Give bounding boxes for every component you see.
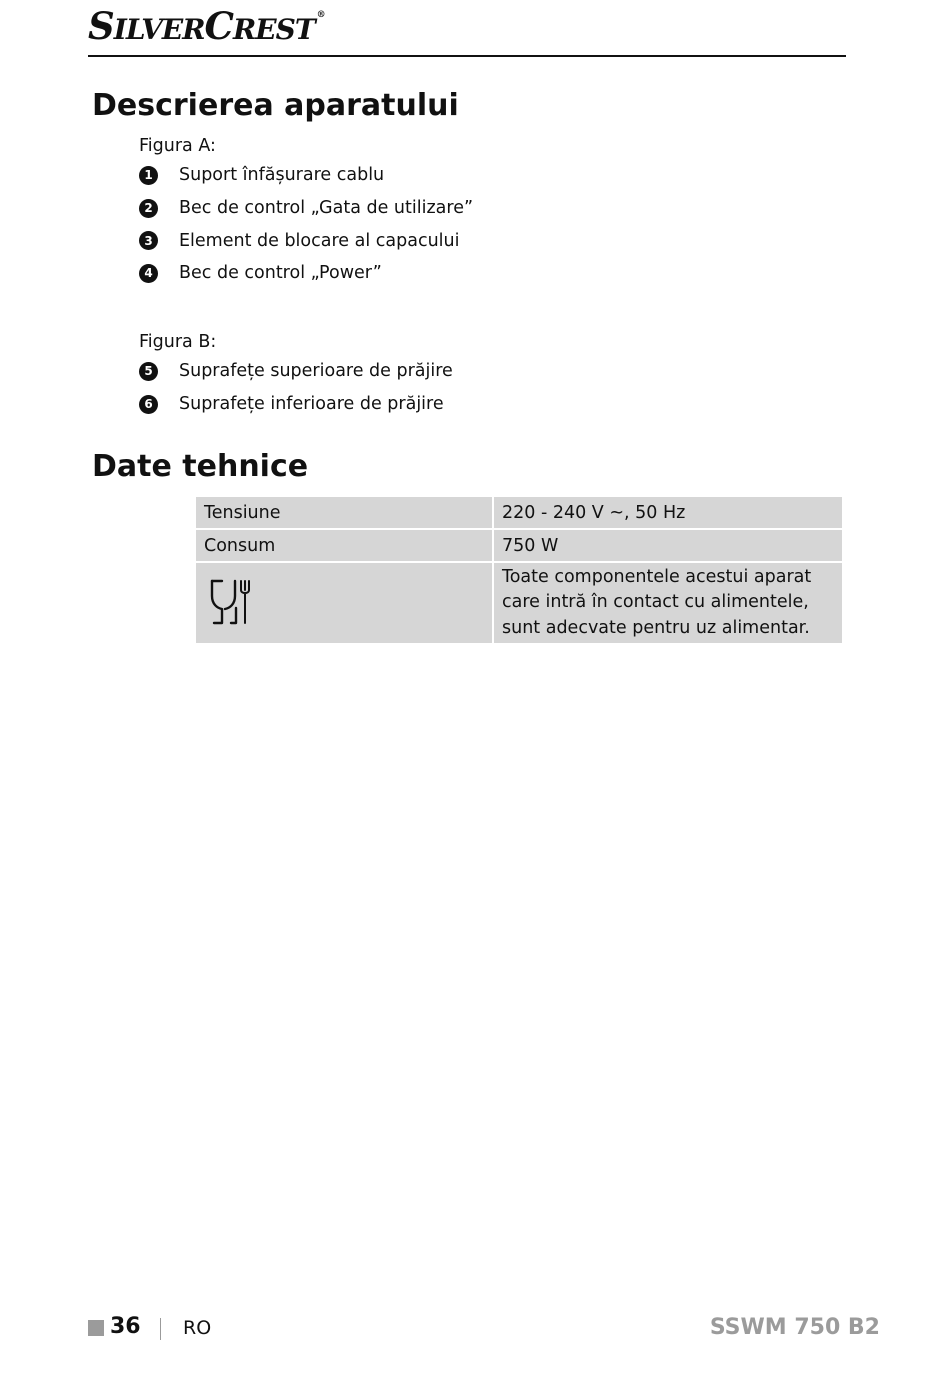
table-cell-value: 750 W: [493, 529, 843, 562]
number-badge: 5: [139, 362, 158, 381]
list-item: [139, 388, 453, 421]
table-cell-label: Tensiune: [195, 496, 493, 529]
list-item: [139, 192, 473, 225]
list-item: [139, 257, 473, 290]
footer-square: [88, 1320, 104, 1336]
table-row: [195, 529, 843, 562]
figure-a-list: [139, 159, 473, 290]
number-badge: 4: [139, 264, 158, 283]
model-number: SSWM 750 B2: [709, 1315, 880, 1340]
table-row: [195, 562, 843, 644]
footer-divider: [160, 1318, 161, 1340]
list-item-text: Bec de control „Power”: [179, 263, 382, 284]
silvercrest-logo: SILVERCREST ®: [88, 4, 325, 48]
list-item: [139, 224, 473, 257]
number-badge: 3: [139, 231, 158, 250]
value-line: care intră în contact cu alimentele,: [502, 592, 809, 613]
language-code: RO: [183, 1317, 212, 1339]
table-cell-value: 220 - 240 V ~, 50 Hz: [493, 496, 843, 529]
figure-b-label: Figura B:: [139, 332, 217, 352]
table-cell-label: Consum: [195, 529, 493, 562]
list-item-text: Suport înfășurare cablu: [179, 165, 385, 186]
number-badge: 1: [139, 166, 158, 185]
table-row: [195, 496, 843, 529]
value-line: Toate componentele acestui aparat: [502, 566, 812, 587]
figure-a-label: Figura A:: [139, 136, 216, 156]
page-number: 36: [110, 1314, 141, 1339]
technical-data-table: [194, 495, 844, 645]
section-title-technical-data: Date tehnice: [92, 449, 309, 484]
list-item: [139, 355, 453, 388]
food-safe-glass-fork-icon: [208, 578, 254, 628]
table-cell-value: [493, 562, 843, 644]
figure-b-list: [139, 355, 453, 420]
list-item-text: Suprafețe superioare de prăjire: [179, 361, 453, 382]
list-item-text: Bec de control „Gata de utilizare”: [179, 198, 474, 219]
header-rule: [88, 55, 846, 57]
list-item-text: Element de blocare al capacului: [179, 230, 460, 251]
list-item: [139, 159, 473, 192]
section-title-description: Descrierea aparatului: [92, 88, 459, 123]
list-item-text: Suprafețe inferioare de prăjire: [179, 394, 444, 415]
table-cell-icon: [195, 562, 493, 644]
number-badge: 2: [139, 199, 158, 218]
number-badge: 6: [139, 395, 158, 414]
value-line: sunt adecvate pentru uz alimentar.: [502, 617, 810, 638]
